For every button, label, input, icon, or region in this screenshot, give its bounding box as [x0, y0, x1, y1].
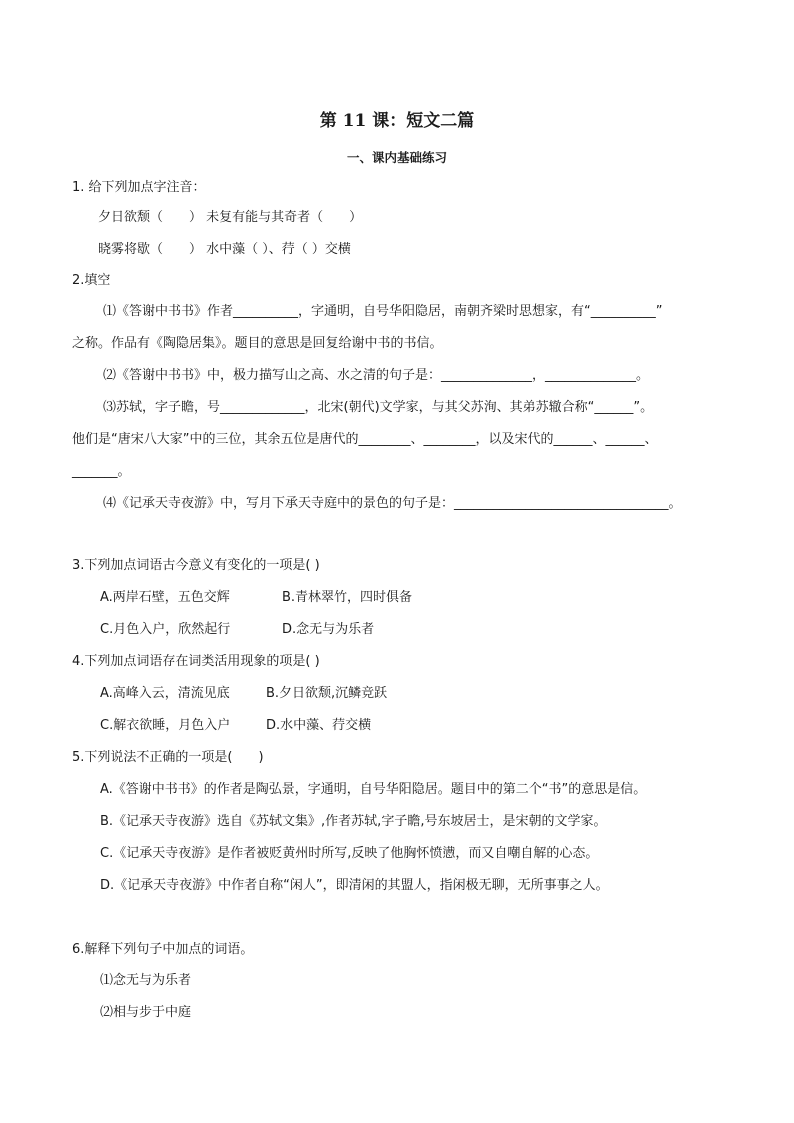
- question-1-line-1: 夕日欲颓（ ） 未复有能与其奇者（ ）: [98, 210, 363, 225]
- question-1-line-2: 晓雾将歇（ ） 水中藻（ ）、荇（ ）交横: [98, 242, 351, 257]
- question-2-part-4: ⑷《记承天寺夜游》中，写月下承天寺庭中的景色的句子是：_________________________________。: [103, 496, 682, 511]
- question-5-option-a: A.《答谢中书书》的作者是陶弘景，字通明，自号华阳隐居。题目中的第二个“书”的意思是信。: [100, 782, 647, 797]
- lesson-title: 第 11 课：短文二篇: [319, 111, 475, 131]
- question-2-part-3a: ⑶苏轼，字子瞻，号_____________，北宋(朝代)文学家，与其父苏洵、其弟苏辙合称“______”。: [103, 400, 654, 415]
- question-5-stem: 5.下列说法不正确的一项是( ): [72, 750, 264, 765]
- question-4-option-d: D.水中藻、荇交横: [266, 718, 372, 733]
- question-5-option-d: D.《记承天寺夜游》中作者自称“闲人”，即清闲的其盟人，指闲极无聊，无所事事之人。: [100, 878, 609, 893]
- question-3-option-a: A.两岸石壁，五色交辉: [100, 590, 230, 605]
- question-3-option-d: D.念无与为乐者: [282, 622, 375, 637]
- question-4-option-c: C.解衣欲睡，月色入户: [100, 718, 231, 733]
- question-2-stem: 2.填空: [72, 273, 111, 288]
- question-2-part-3b: 他们是“唐宋八大家”中的三位，其余五位是唐代的________、________，以及宋代的______、______、: [72, 432, 658, 447]
- question-2-part-1b: 之称。作品有《陶隐居集》。题目的意思是回复给谢中书的书信。: [72, 336, 443, 351]
- question-2-part-3c: _______。: [72, 464, 131, 479]
- question-4-stem: 4.下列加点词语存在词类活用现象的项是( ): [72, 654, 320, 669]
- question-3-stem: 3.下列加点词语古今意义有变化的一项是( ): [72, 558, 320, 573]
- question-4-option-b: B.夕日欲颓,沉鳞竞跃: [266, 686, 388, 701]
- question-3-option-c: C.月色入户，欣然起行: [100, 622, 231, 637]
- section-heading: 一、课内基础练习: [346, 150, 447, 165]
- question-5-option-c: C.《记承天寺夜游》是作者被贬黄州时所写,反映了他胸怀愤懑，而又自嘲自解的心态。: [100, 846, 599, 861]
- question-6-stem: 6.解释下列句子中加点的词语。: [72, 942, 254, 957]
- question-5-option-b: B.《记承天寺夜游》选自《苏轼文集》,作者苏轼,字子瞻,号东坡居士，是宋朝的文学家。: [100, 814, 607, 829]
- question-4-option-a: A.高峰入云，清流见底: [100, 686, 230, 701]
- question-6-item-2: ⑵相与步于中庭: [100, 1005, 192, 1020]
- question-2-part-2: ⑵《答谢中书书》中，极力描写山之高、水之清的句子是：______________，______________。: [103, 368, 650, 383]
- question-1-stem: 1. 给下列加点字注音：: [72, 180, 206, 195]
- question-2-part-1a: ⑴《答谢中书书》作者__________，字通明，自号华阳隐居，南朝齐梁时思想家，有“__________”: [103, 304, 663, 319]
- question-6-item-1: ⑴念无与为乐者: [100, 973, 192, 988]
- question-3-option-b: B.青林翠竹，四时俱备: [282, 590, 413, 605]
